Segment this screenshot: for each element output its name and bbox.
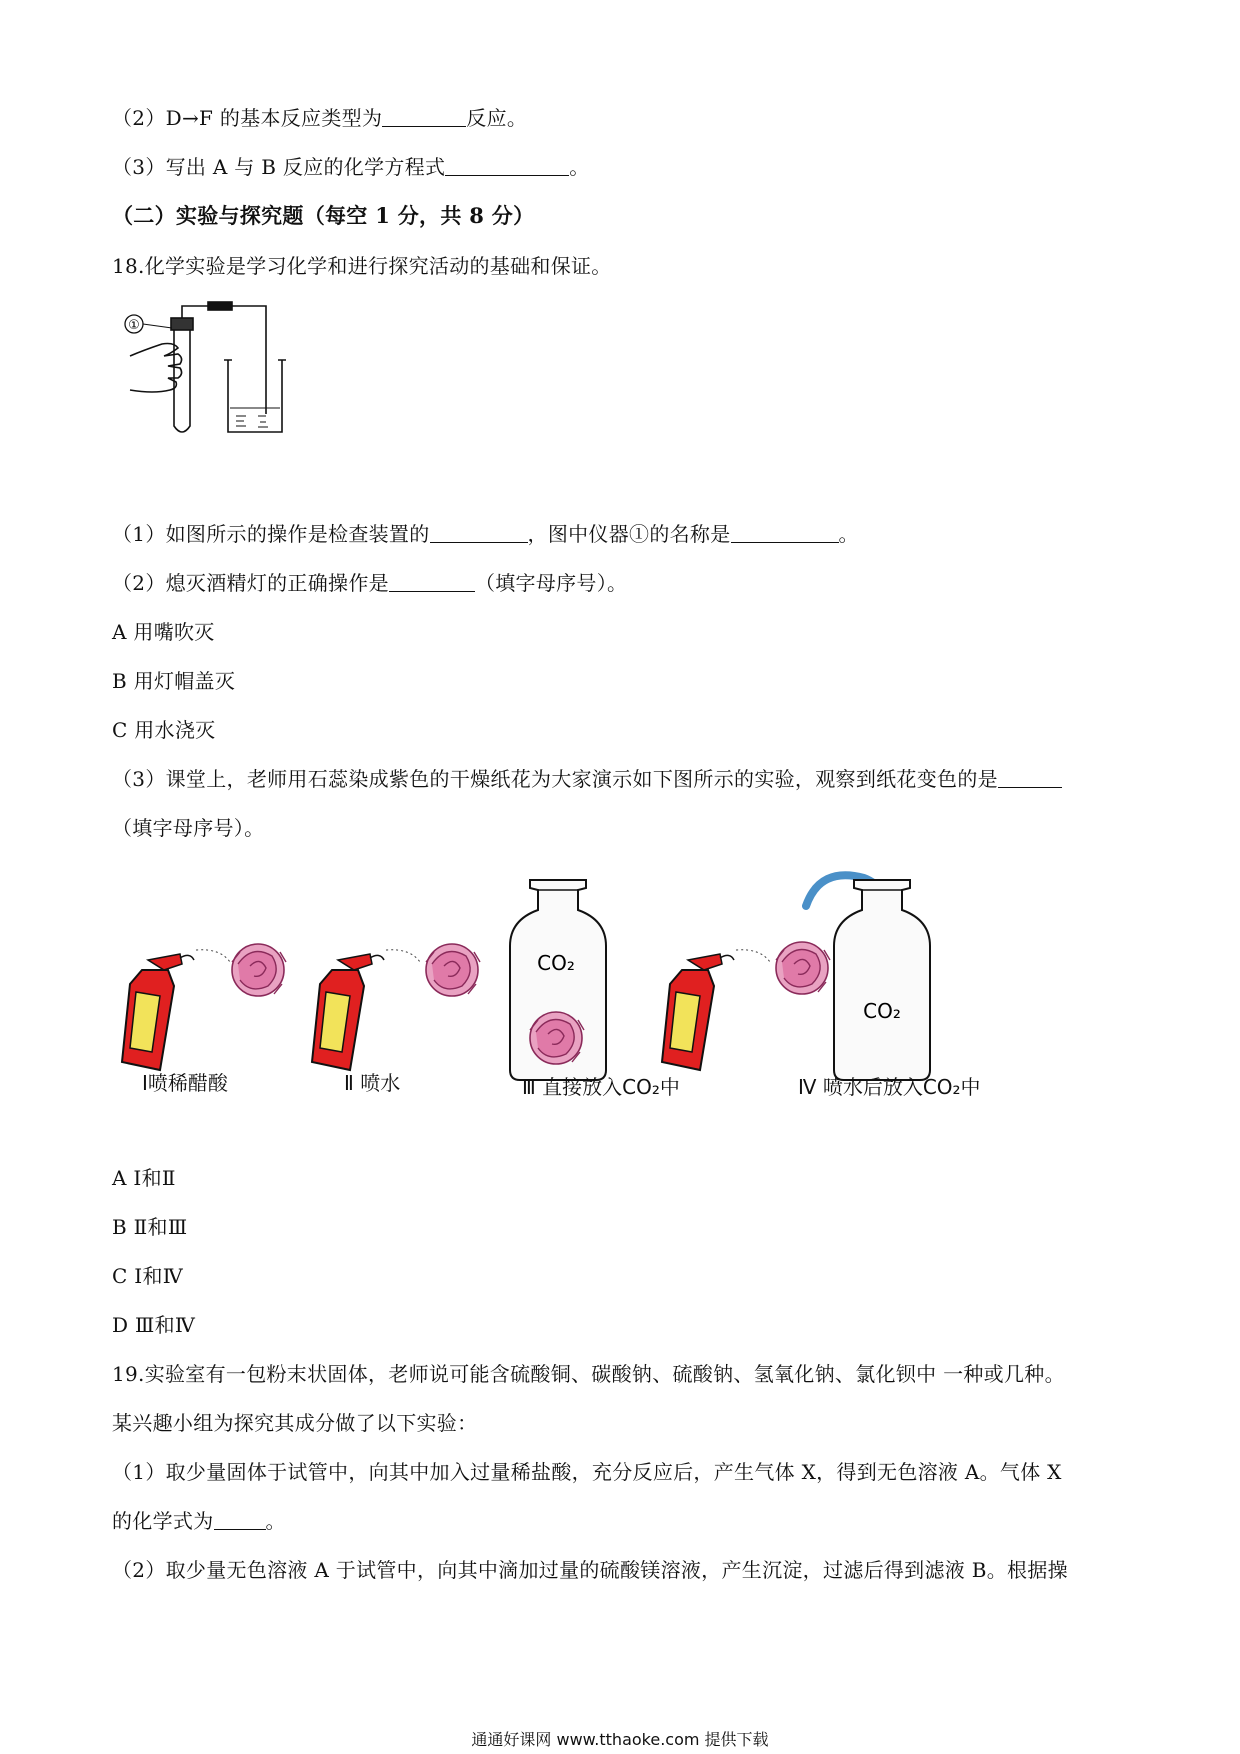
answer-blank[interactable] [382, 106, 466, 127]
option-a[interactable]: A 用嘴吹灭 [112, 620, 215, 644]
airtightness-check-figure [124, 298, 324, 442]
gas-bottle [834, 880, 930, 1080]
q19-part1-line1: （1）取少量固体于试管中，向其中加入过量稀盐酸，充分反应后，产生气体 X，得到无色溶液 A。气体 X [112, 1460, 1062, 1484]
glass-tube-outlet [232, 306, 266, 414]
q18-part3-line1: （3）课堂上，老师用石蕊染成紫色的干燥纸花为大家演示如下图所示的实验，观察到纸花变色的是 [112, 765, 1062, 793]
q19-stem-line2: 某兴趣小组为探究其成分做了以下实验： [112, 1411, 478, 1435]
instrument-label: ① [128, 318, 140, 333]
caption-experiment-1: Ⅰ喷稀醋酸 [142, 1071, 228, 1095]
answer-blank[interactable] [214, 1509, 266, 1530]
q19-part1-line2: 的化学式为 。 [112, 1509, 286, 1533]
glass-tube [182, 306, 208, 318]
caption-experiment-4: Ⅳ 喷水后放入CO₂中 [798, 1075, 981, 1099]
stopper [171, 318, 193, 330]
q18-part2: （2）熄灭酒精灯的正确操作是 （填字母序号）。 [112, 571, 628, 595]
caption-experiment-3: Ⅲ 直接放入CO₂中 [522, 1075, 680, 1099]
answer-blank[interactable] [731, 522, 839, 543]
footer-source: 通通好课网 www.tthaoke.com 提供下载 [471, 1730, 769, 1749]
q19-part2-line1: （2）取少量无色溶液 A 于试管中，向其中滴加过量的硫酸镁溶液，产生沉淀，过滤后得到滤液 B。根据操 [112, 1558, 1068, 1582]
flower-icon [232, 944, 286, 996]
flower-icon [426, 944, 480, 996]
sprayer-icon [662, 954, 734, 1070]
caption-experiment-2: Ⅱ 喷水 [344, 1071, 401, 1095]
answer-blank[interactable] [389, 571, 475, 592]
bottle-label: CO₂ [863, 999, 901, 1023]
answer-blank[interactable] [430, 522, 528, 543]
option-c[interactable]: C Ⅰ和Ⅳ [112, 1264, 184, 1288]
option-b[interactable]: B Ⅱ和Ⅲ [112, 1215, 188, 1239]
option-b[interactable]: B 用灯帽盖灭 [112, 669, 236, 693]
answer-blank[interactable] [445, 155, 569, 176]
section-heading: （二）实验与探究题（每空 1 分，共 8 分） [112, 203, 535, 228]
bottle-label: CO₂ [537, 951, 575, 975]
q18-stem: 18.化学实验是学习化学和进行探究活动的基础和保证。 [112, 254, 612, 278]
sprayer-icon [312, 954, 384, 1070]
litmus-flower-figure [120, 870, 1130, 1100]
flower-icon [776, 942, 830, 994]
option-a[interactable]: A Ⅰ和Ⅱ [112, 1166, 176, 1190]
q18-part3-line2: （填字母序号）。 [112, 816, 265, 840]
sprayer-icon [122, 954, 194, 1070]
option-d[interactable]: D Ⅲ和Ⅳ [112, 1313, 196, 1337]
answer-blank[interactable] [998, 767, 1062, 788]
q19-stem-line1: 19.实验室有一包粉末状固体，老师说可能含硫酸铜、碳酸钠、硫酸钠、氢氧化钠、氯化钡中 一种或几种。 [112, 1362, 1065, 1386]
rubber-tube [208, 302, 232, 310]
option-c[interactable]: C 用水浇灭 [112, 718, 216, 742]
q17-part3: （3）写出 A 与 B 反应的化学方程式 。 [112, 155, 590, 179]
q17-part2: （2）D→F 的基本反应类型为 反应。 [112, 106, 528, 130]
q18-part1: （1）如图所示的操作是检查装置的 ，图中仪器①的名称是 。 [112, 522, 859, 546]
test-tube [174, 326, 190, 432]
